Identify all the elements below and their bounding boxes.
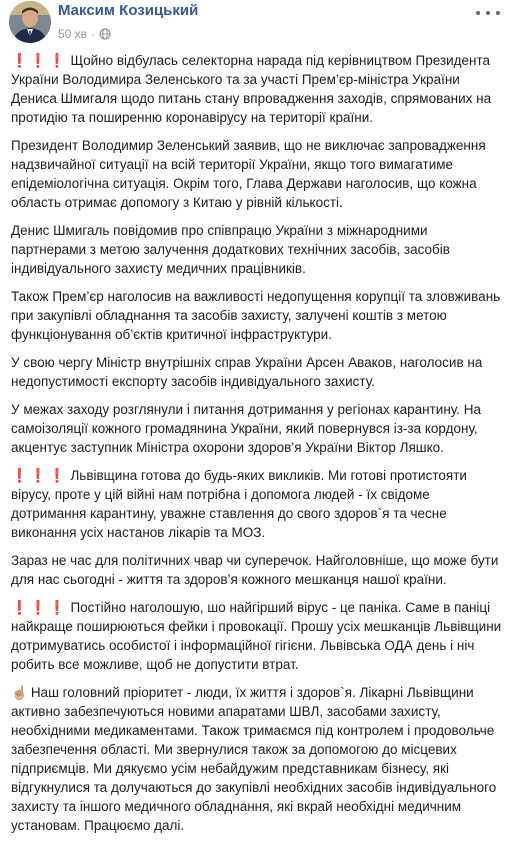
paragraph: Денис Шмигаль повідомив про співпрацю України з міжнародними партнерами з метою залучення додаткових технічних засобів, засобів індивідуального захисту медичних працівників. bbox=[11, 223, 450, 276]
post-header bbox=[0, 0, 510, 48]
post-meta bbox=[58, 26, 111, 42]
author-name[interactable]: Максим Козицький bbox=[58, 2, 199, 19]
meta-separator: · bbox=[91, 27, 96, 41]
paragraph: Зараз не час для політичних чвар чи суперечок. Найголовніше, що може бути для нас сьогодні - життя та здоров’я кожного мешканця нашої країни. bbox=[11, 553, 499, 587]
paragraph bbox=[11, 466, 503, 542]
exclamation-icon: ❗❗❗ bbox=[11, 53, 68, 68]
post-timestamp[interactable]: 50 хв bbox=[58, 27, 88, 41]
avatar[interactable] bbox=[9, 1, 51, 43]
paragraph: У свою чергу Міністр внутрішніх справ України Арсен Аваков, наголосив на недопустимості експорту засобів індивідуального захисту. bbox=[11, 355, 483, 389]
paragraph-text: Постійно наголошую, шо найгірший вірус - це паніка. Саме в паніці найкраще поширюються фейки і провокації. Прошу усіх мешканців Львівщини дотримуватись особистої і інформаційної гігієни. Львівська ОДА день і ніч робить все можливе, щоб не допустити втрат. bbox=[11, 600, 502, 672]
paragraph bbox=[11, 683, 503, 835]
paragraph-text: Щойно відбулась селекторна нарада під керівництвом Президента України Володимира Зеленського та за участі Прем’єр-міністра України Дениса Шмигаля щодо питань стану впровадження заходів, спрямованих на протидію та поширенню коронавірусу на території країни. bbox=[11, 53, 492, 125]
dot-icon bbox=[486, 11, 490, 15]
dot-icon bbox=[496, 11, 500, 15]
post-text bbox=[11, 51, 503, 844]
more-options-icon[interactable] bbox=[476, 6, 500, 20]
paragraph: Президент Володимир Зеленський заявив, що не виключає запровадження надзвичайної ситуації на всій території України, якщо того вимагатиме епідеміологічна ситуація. Окрім того, Глава Держави наголосив, що кожна область отримає допомогу з Китаю у рівній кількості. bbox=[11, 138, 486, 210]
globe-icon[interactable] bbox=[99, 28, 111, 40]
paragraph bbox=[11, 598, 503, 674]
avatar-photo bbox=[9, 1, 51, 43]
exclamation-icon: ❗❗❗ bbox=[11, 600, 68, 615]
pointing-up-icon: ☝🏼 bbox=[11, 685, 28, 700]
dot-icon bbox=[476, 11, 480, 15]
paragraph-text: Наш головний пріоритет - люди, їх життя і здоров`я. Лікарні Львівщини активно забезпечуються новими апаратами ШВЛ, засобами захисту, необхідними медикаментами. Також тримаємся під контролем і продовольче забезпечення області. Ми звернулися також за допомогою до місцевих підприємців. Ми дякуємо усім небайдужим представникам бізнесу, які відгукнулися та долучаються до закупівлі необхідних засобів індивідуального захисту та іншого медичного обладнання, які вкрай необхідні медичним установам. Працюємо далі. bbox=[11, 685, 497, 833]
paragraph-text: Львівщина готова до будь-яких викликів. Ми готові протистояти вірусу, проте у цій війні нам потрібна і допомога людей - їх свідоме дотримання карантину, уважне ставлення до свого здоров`я та чесне виконання усіх настанов лікарів та МОЗ. bbox=[11, 468, 467, 540]
paragraph: Також Прем’єр наголосив на важливості недопущення корупції та зловживань при закупівлі обладнання та засобів захисту, залучені коштів з метою функціонування об’єктів критичної інфраструктури. bbox=[11, 289, 501, 342]
paragraph: У межах заходу розглянули і питання дотримання у регіонах карантину. На самоізоляції кожного громадянина України, який повернувся із-за кордону, акцентує заступник Міністра охорони здоров’я України Віктор Ляшко. bbox=[11, 402, 481, 455]
paragraph bbox=[11, 51, 503, 127]
exclamation-icon: ❗❗❗ bbox=[11, 468, 68, 483]
